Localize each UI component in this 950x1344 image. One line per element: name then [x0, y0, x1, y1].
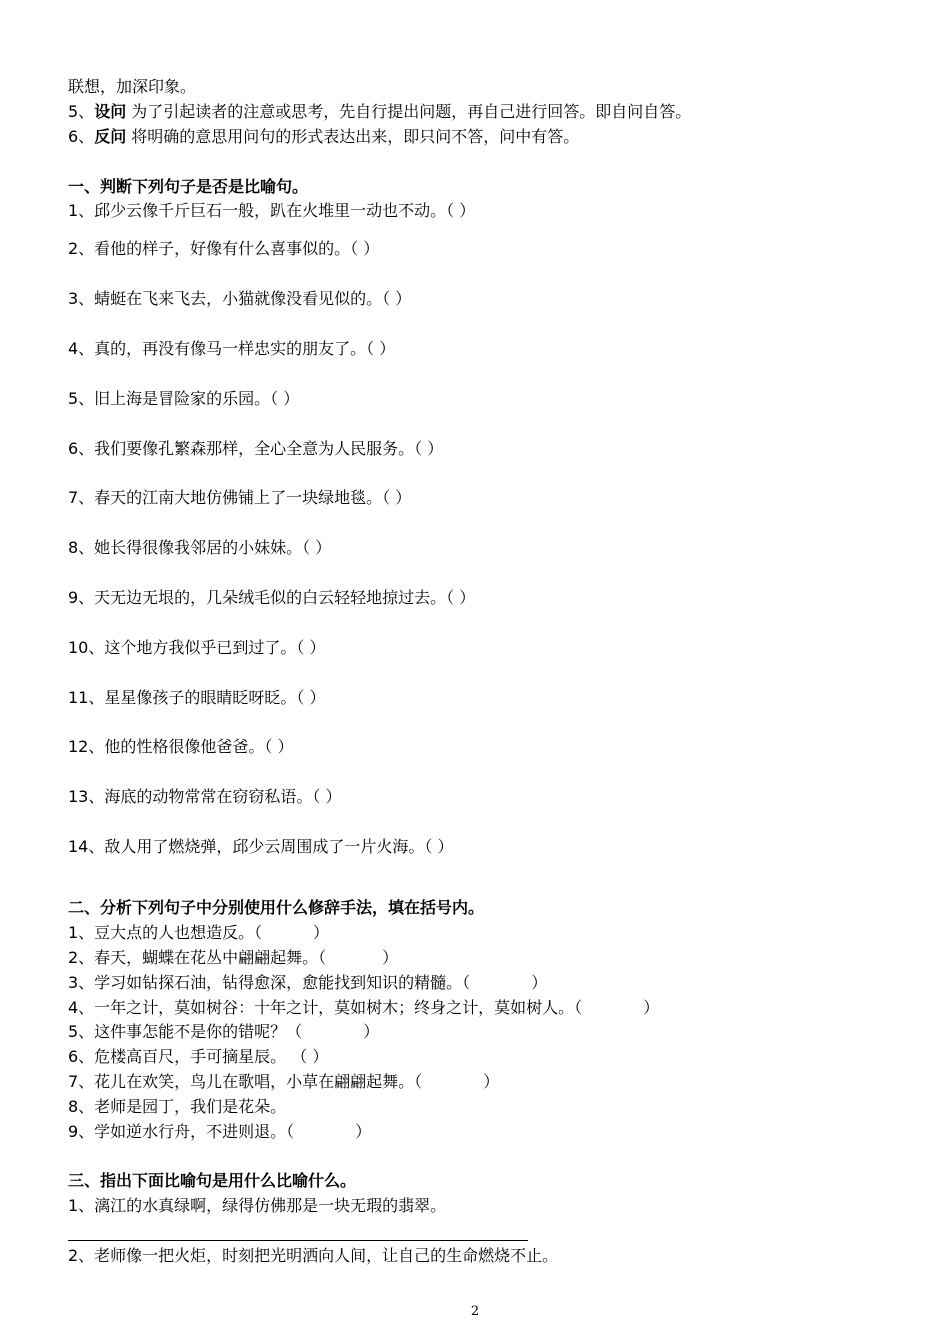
section1-item: 11、星星像孩子的眼睛眨呀眨。（ ） — [68, 688, 326, 707]
section2-item: 5、这件事怎能不是你的错呢？（ ） — [68, 1022, 380, 1041]
item-number: 5、 — [68, 102, 95, 121]
section2-item: 8、老师是园丁，我们是花朵。 — [68, 1097, 287, 1116]
term-label: 反问 — [94, 127, 127, 146]
page-number: 2 — [470, 1304, 480, 1319]
term-description: 为了引起读者的注意或思考，先自行提出问题，再自己进行回答。即自问自答。 — [126, 102, 692, 121]
section3-item: 1、漓江的水真绿啊，绿得仿佛那是一块无瑕的翡翠。 — [68, 1196, 447, 1215]
section2-heading: 二、分析下列句子中分别使用什么修辞手法，填在括号内。 — [68, 898, 485, 917]
section1-item: 12、他的性格很像他爸爸。（ ） — [68, 737, 294, 756]
section2-item: 6、危楼高百尺，手可摘星辰。 （ ） — [68, 1047, 329, 1066]
section2-item: 2、春天，蝴蝶在花丛中翩翩起舞。（ ） — [68, 948, 399, 967]
section1-item: 13、海底的动物常常在窃窃私语。（ ） — [68, 787, 342, 806]
section1-item: 8、她长得很像我邻居的小妹妹。（ ） — [68, 538, 332, 557]
section1-item: 2、看他的样子，好像有什么喜事似的。（ ） — [68, 239, 380, 258]
section1-item: 1、邱少云像千斤巨石一般，趴在火堆里一动也不动。（ ） — [68, 201, 476, 220]
section1-item: 3、蜻蜓在飞来飞去，小猫就像没看见似的。（ ） — [68, 289, 412, 308]
section2-item: 3、学习如钻探石油，钻得愈深，愈能找到知识的精髓。（ ） — [68, 973, 548, 992]
section1-item: 5、旧上海是冒险家的乐园。（ ） — [68, 389, 300, 408]
section1-item: 9、天无边无垠的，几朵绒毛似的白云轻轻地掠过去。（ ） — [68, 588, 476, 607]
section2-item: 7、花儿在欢笑，鸟儿在歌唱，小草在翩翩起舞。（ ） — [68, 1072, 500, 1091]
section1-item: 10、这个地方我似乎已到过了。（ ） — [68, 638, 326, 657]
intro-continuation: 联想，加深印象。 — [68, 77, 197, 96]
answer-blank-line — [68, 1240, 528, 1241]
section2-item: 1、豆大点的人也想造反。（ ） — [68, 923, 330, 942]
section1-item: 14、敌人用了燃烧弹，邱少云周围成了一片火海。（ ） — [68, 837, 454, 856]
section2-item: 9、学如逆水行舟，不进则退。（ ） — [68, 1122, 372, 1141]
section1-item: 7、春天的江南大地仿佛铺上了一块绿地毯。（ ） — [68, 488, 412, 507]
intro-item-5 — [68, 101, 691, 123]
term-description: 将明确的意思用问句的形式表达出来，即只问不答，问中有答。 — [126, 127, 580, 146]
section1-item: 6、我们要像孔繁森那样，全心全意为人民服务。（ ） — [68, 439, 444, 458]
section1-item: 4、真的，再没有像马一样忠实的朋友了。（ ） — [68, 339, 396, 358]
section1-heading: 一、判断下列句子是否是比喻句。 — [68, 177, 309, 196]
section2-item: 4、一年之计，莫如树谷：十年之计，莫如树木；终身之计，莫如树人。（ ） — [68, 998, 660, 1017]
item-number: 6、 — [68, 127, 95, 146]
section3-item: 2、老师像一把火炬，时刻把光明洒向人间，让自己的生命燃烧不止。 — [68, 1246, 559, 1265]
section3-heading: 三、指出下面比喻句是用什么比喻什么。 — [68, 1171, 357, 1190]
intro-item-6 — [68, 126, 579, 148]
term-label: 设问 — [94, 102, 127, 121]
